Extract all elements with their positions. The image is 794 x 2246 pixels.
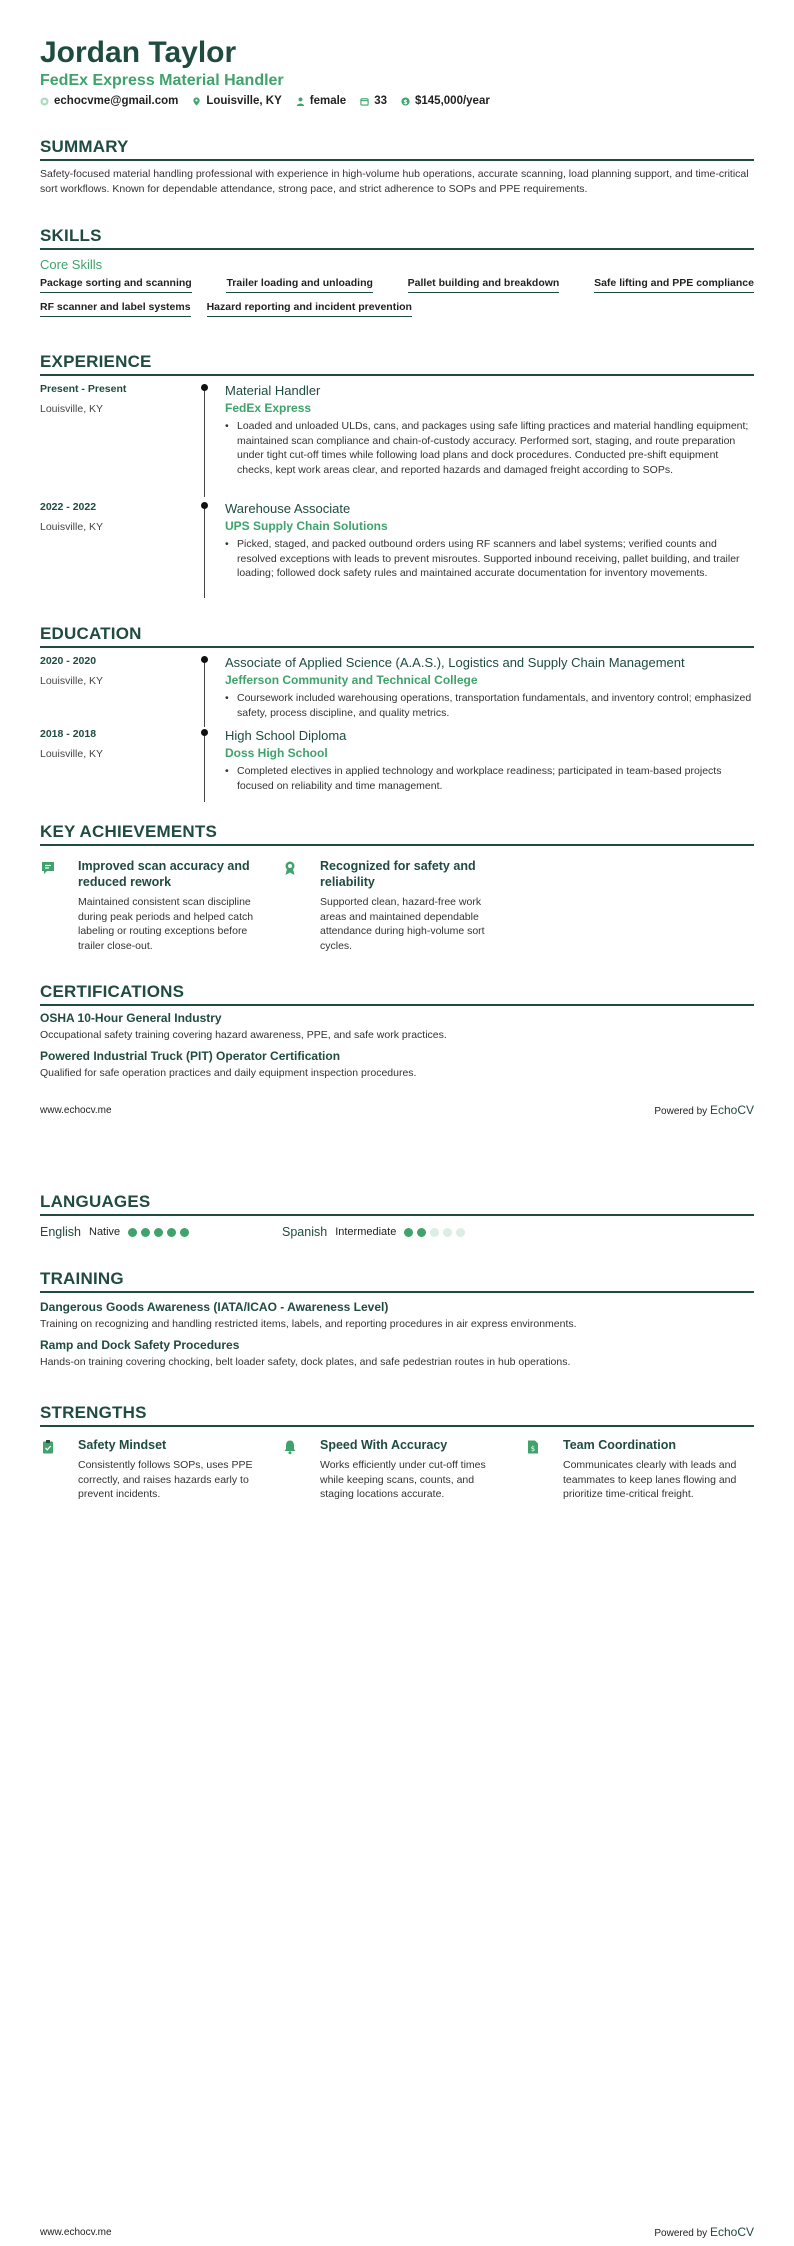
experience-location: Louisville, KY [40, 521, 104, 533]
clipboard-icon [40, 1439, 56, 1455]
rating-dot [167, 1228, 176, 1237]
salary-icon [401, 97, 410, 106]
experience-bullet: • Loaded and unloaded ULDs, cans, and packages using safe lifting practices and material handling equipment; maintained scan compliance and chain-of-custody accuracy. Performed sort, staging, and route preparation under tight cut-off times while following load plans and dock procedures. Conducted pre-shift equipment checks, kept work areas clear, and reported hazards and damaged freight according to SOPs. [225, 419, 755, 477]
education-item [40, 728, 754, 798]
skills-section [40, 226, 754, 317]
experience-role: Warehouse Associate [225, 501, 351, 516]
echocv-logo: EchoCV [709, 2225, 754, 2239]
strength-title: Safety Mindset [78, 1438, 167, 1452]
powered-by-text: Powered by [654, 2228, 708, 2239]
languages-title: LANGUAGES [40, 1192, 754, 1216]
education-school: Doss High School [225, 746, 328, 760]
summary-title: SUMMARY [40, 137, 754, 161]
experience-item [40, 383, 754, 493]
skill-tag: Trailer loading and unloading [226, 277, 372, 293]
education-location: Louisville, KY [40, 748, 104, 760]
strength-title: Speed With Accuracy [320, 1438, 448, 1452]
strengths-section [40, 1403, 754, 1427]
strength-card [40, 1437, 255, 1502]
certifications-section [40, 982, 754, 1079]
contact-age [360, 95, 387, 107]
footer-powered [654, 2225, 754, 2239]
education-degree: High School Diploma [225, 728, 347, 743]
candidate-name: Jordan Taylor [40, 36, 237, 69]
achievement-title: Improved scan accuracy and reduced rework [78, 859, 250, 889]
core-skills-heading: Core Skills [40, 257, 103, 272]
footer-url[interactable]: www.echocv.me [40, 1105, 112, 1116]
skill-tag: Hazard reporting and incident prevention [207, 301, 412, 317]
powered-by-text: Powered by [654, 1106, 708, 1117]
skill-tag: Safe lifting and PPE compliance [594, 277, 754, 293]
certification-name: Powered Industrial Truck (PIT) Operator Certification [40, 1049, 341, 1063]
skill-tag: Pallet building and breakdown [408, 277, 560, 293]
training-name: Dangerous Goods Awareness (IATA/ICAO - Awareness Level) [40, 1300, 389, 1314]
bell-icon [282, 1439, 298, 1455]
email-text: echocvme@gmail.com [54, 95, 179, 107]
person-icon [296, 97, 305, 106]
summary-text: Safety-focused material handling professional with experience in high-volume hub operations, accurate scanning, load planning support, and time-critical sort workflows. Known for dependable attendance, strong pace, and strict adherence to SOPs and PPE requirements. [40, 168, 749, 195]
education-date: 2020 - 2020 [40, 655, 97, 667]
timeline-dot [201, 502, 208, 509]
rating-dot [180, 1228, 189, 1237]
footer-powered [654, 1103, 754, 1117]
rating-dot [430, 1228, 439, 1237]
language-name: Spanish [282, 1225, 328, 1239]
timeline-line [204, 732, 205, 802]
job-title: FedEx Express Material Handler [40, 72, 284, 89]
svg-text:$: $ [403, 98, 408, 106]
education-section [40, 624, 754, 648]
experience-location: Louisville, KY [40, 403, 104, 415]
training-name: Ramp and Dock Safety Procedures [40, 1338, 240, 1352]
experience-title: EXPERIENCE [40, 352, 754, 376]
language-item [282, 1225, 465, 1239]
email-icon [40, 97, 49, 106]
contact-gender [296, 95, 346, 107]
languages-section [40, 1192, 754, 1216]
rating-dot [443, 1228, 452, 1237]
training-desc: Training on recognizing and handling restricted items, labels, and reporting procedures in air express environments. [40, 1318, 577, 1330]
svg-text:$: $ [530, 1445, 536, 1453]
rating-dot [404, 1228, 413, 1237]
achievements-title: KEY ACHIEVEMENTS [40, 822, 754, 846]
skill-tag: RF scanner and label systems [40, 301, 191, 317]
education-degree: Associate of Applied Science (A.A.S.), Logistics and Supply Chain Management [225, 655, 685, 670]
education-bullet: • Coursework included warehousing operations, transportation fundamentals, and inventory control; emphasized safety, process discipline, and quality metrics. [225, 691, 755, 720]
achievement-card [40, 858, 255, 953]
rating-dot [417, 1228, 426, 1237]
certifications-title: CERTIFICATIONS [40, 982, 754, 1006]
salary-text: $145,000/year [415, 95, 490, 107]
summary-section [40, 137, 754, 197]
strengths-title: STRENGTHS [40, 1403, 754, 1427]
document-icon [525, 1439, 541, 1455]
achievements-section [40, 822, 754, 846]
education-bullet: • Completed electives in applied technology and workplace readiness; participated in team-based projects focused on reliability and time management. [225, 764, 755, 793]
education-item [40, 655, 754, 725]
calendar-icon [360, 97, 369, 106]
strength-card [282, 1437, 497, 1502]
contact-email[interactable] [40, 95, 178, 107]
education-title: EDUCATION [40, 624, 754, 648]
location-pin-icon [192, 97, 201, 106]
experience-org: UPS Supply Chain Solutions [225, 519, 388, 533]
language-name: English [40, 1225, 81, 1239]
strength-desc: Works efficiently under cut-off times while keeping scans, counts, and staging locations accurate. [320, 1459, 486, 1500]
timeline-dot [201, 384, 208, 391]
gender-text: female [309, 95, 347, 107]
timeline-line [204, 387, 205, 497]
timeline-dot [201, 656, 208, 663]
timeline-line [204, 659, 205, 727]
experience-role: Material Handler [225, 383, 321, 398]
experience-bullet: • Picked, staged, and packed outbound orders using RF scanners and label systems; verified counts and resolved exceptions with leads to prevent misroutes. Supported inbound receiving, pallet building, and trailer loading; followed dock safety rules and maintained accurate documentation for inventory movements. [225, 537, 755, 581]
language-rating [404, 1228, 465, 1237]
strength-card [525, 1437, 740, 1502]
rating-dot [154, 1228, 163, 1237]
certification-desc: Occupational safety training covering hazard awareness, PPE, and safe work practices. [40, 1029, 447, 1041]
age-text: 33 [374, 95, 387, 107]
experience-org: FedEx Express [225, 401, 312, 415]
language-rating [128, 1228, 189, 1237]
achievement-card [282, 858, 497, 953]
skills-title: SKILLS [40, 226, 754, 250]
experience-section [40, 352, 754, 376]
rating-dot [456, 1228, 465, 1237]
education-date: 2018 - 2018 [40, 728, 97, 740]
certification-name: OSHA 10-Hour General Industry [40, 1011, 222, 1025]
rating-dot [128, 1228, 137, 1237]
rating-dot [141, 1228, 150, 1237]
chat-icon [40, 860, 56, 876]
language-item [40, 1225, 189, 1239]
echocv-logo: EchoCV [709, 1103, 754, 1117]
achievement-desc: Maintained consistent scan discipline during peak periods and helped catch labeling or routing exceptions before trailer close-out. [78, 896, 254, 952]
education-school: Jefferson Community and Technical College [225, 673, 478, 687]
badge-icon [282, 860, 298, 876]
strength-desc: Communicates clearly with leads and teammates to keep lanes flowing and prioritize time-critical freight. [563, 1459, 737, 1500]
training-title: TRAINING [40, 1269, 754, 1293]
timeline-dot [201, 729, 208, 736]
achievement-desc: Supported clean, hazard-free work areas and maintained dependable attendance during high-volume sort cycles. [320, 896, 485, 952]
experience-date: Present - Present [40, 383, 127, 395]
language-level: Intermediate [335, 1226, 397, 1238]
experience-item [40, 501, 754, 597]
experience-date: 2022 - 2022 [40, 501, 97, 513]
contact-salary [401, 95, 490, 107]
education-location: Louisville, KY [40, 675, 104, 687]
location-text: Louisville, KY [206, 95, 282, 107]
strength-desc: Consistently follows SOPs, uses PPE correctly, and raises hazards early to prevent incidents. [78, 1459, 253, 1500]
strength-title: Team Coordination [563, 1438, 676, 1452]
timeline-line [204, 505, 205, 598]
certification-desc: Qualified for safe operation practices and daily equipment inspection procedures. [40, 1067, 417, 1079]
language-level: Native [89, 1226, 121, 1238]
skill-tag: Package sorting and scanning [40, 277, 192, 293]
training-section [40, 1269, 754, 1368]
contact-bar [40, 95, 490, 107]
contact-location [192, 95, 281, 107]
achievement-title: Recognized for safety and reliability [320, 859, 476, 889]
training-desc: Hands-on training covering chocking, belt loader safety, dock plates, and safe pedestrian routes in hub operations. [40, 1356, 571, 1368]
footer-url[interactable]: www.echocv.me [40, 2227, 112, 2238]
